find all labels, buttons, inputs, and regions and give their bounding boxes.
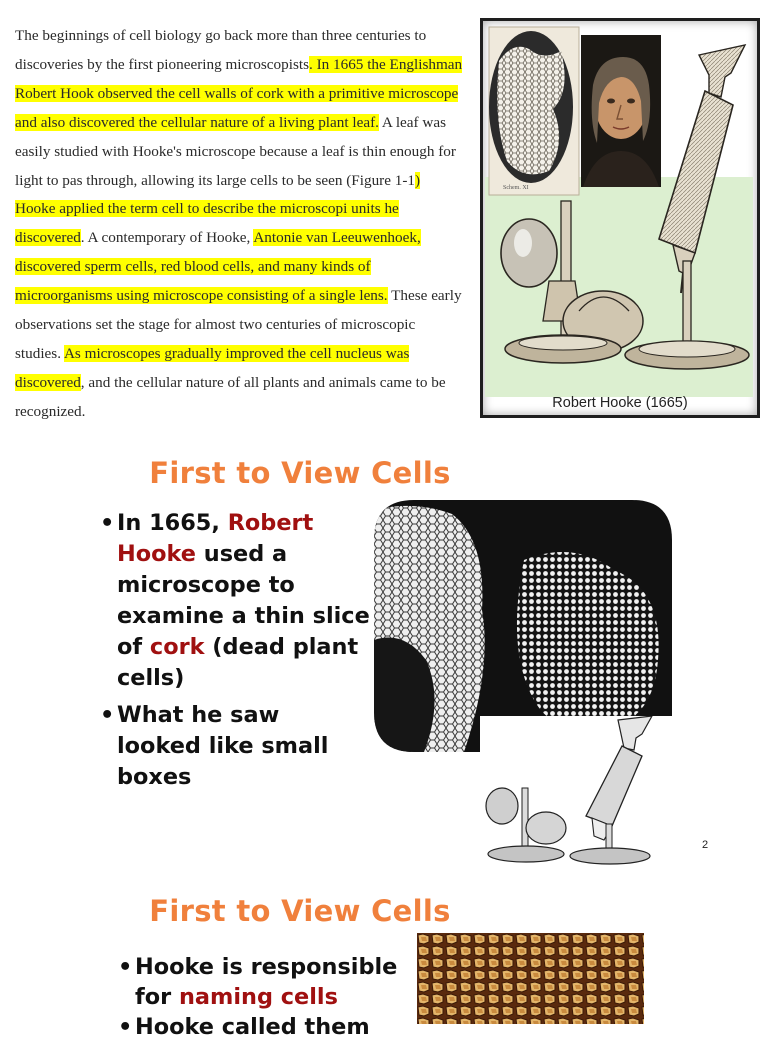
hooke-illustration bbox=[483, 21, 757, 415]
intro-paragraph bbox=[15, 22, 463, 427]
figure-caption: Robert Hooke (1665) bbox=[552, 395, 688, 411]
slide2-bullet-1: • Hooke is responsible for naming cells bbox=[118, 952, 408, 1012]
slide-number: 2 bbox=[702, 839, 709, 851]
intro-text-3: . A contemporary of Hooke, bbox=[80, 229, 254, 247]
intro-text-5: , and the cellular nature of all plants and animals came to be recognized. bbox=[15, 373, 446, 420]
cork-cells-photo bbox=[417, 933, 644, 1024]
intro-highlight-4: As microscopes gradually improved the cell nucleus was discovered bbox=[15, 344, 410, 391]
svg-text:Schem. XI: Schem. XI bbox=[503, 185, 529, 191]
robert-hooke-figure bbox=[480, 18, 760, 418]
microscope-drawing bbox=[480, 716, 656, 866]
slide1-title: First to View Cells bbox=[149, 456, 451, 490]
slide1-bullet-1: • In 1665, Robert Hooke used a microscope to examine a thin slice of cork (dead plant cells) bbox=[100, 508, 370, 694]
intro-text-2: A leaf was easily studied with Hooke's microscope because a leaf is thin enough for light to pas through, allowing its large cells to be seen (Figure 1-1 bbox=[15, 113, 456, 189]
slide2-bullet-2: • Hooke called them bbox=[118, 1012, 408, 1042]
intro-text-4: These early observations set the stage for almost two centuries of microscopic studies. bbox=[15, 287, 462, 362]
slide1-bullet-2: • What he saw looked like small boxes bbox=[100, 700, 370, 793]
cork-cells-drawing bbox=[374, 500, 672, 752]
intro-highlight-3: Antonie van Leeuwenhoek, discovered sperm cells, red blood cells, and many kinds of microorganisms using microscope consisting of a single lens. bbox=[15, 229, 421, 305]
intro-highlight-1: . In 1665 the Englishman Robert Hook observed the cell walls of cork with a primitive microscope and also discovered the cellular nature of a living plant leaf. bbox=[15, 55, 463, 131]
slide2-title: First to View Cells bbox=[149, 894, 451, 928]
robert-hooke-term: Robert Hooke bbox=[117, 510, 314, 567]
cork-term: cork bbox=[149, 634, 205, 660]
slide1-bullet-list bbox=[100, 508, 370, 799]
intro-text-1: The beginnings of cell biology go back more than three centuries to discoveries by the first pioneering microscopists bbox=[15, 27, 427, 73]
intro-highlight-2: ) Hooke applied the term cell to describe the microscopi units he discovered bbox=[15, 171, 421, 247]
naming-cells-term: naming cells bbox=[178, 984, 338, 1010]
slide2-bullet-list bbox=[118, 952, 408, 1042]
